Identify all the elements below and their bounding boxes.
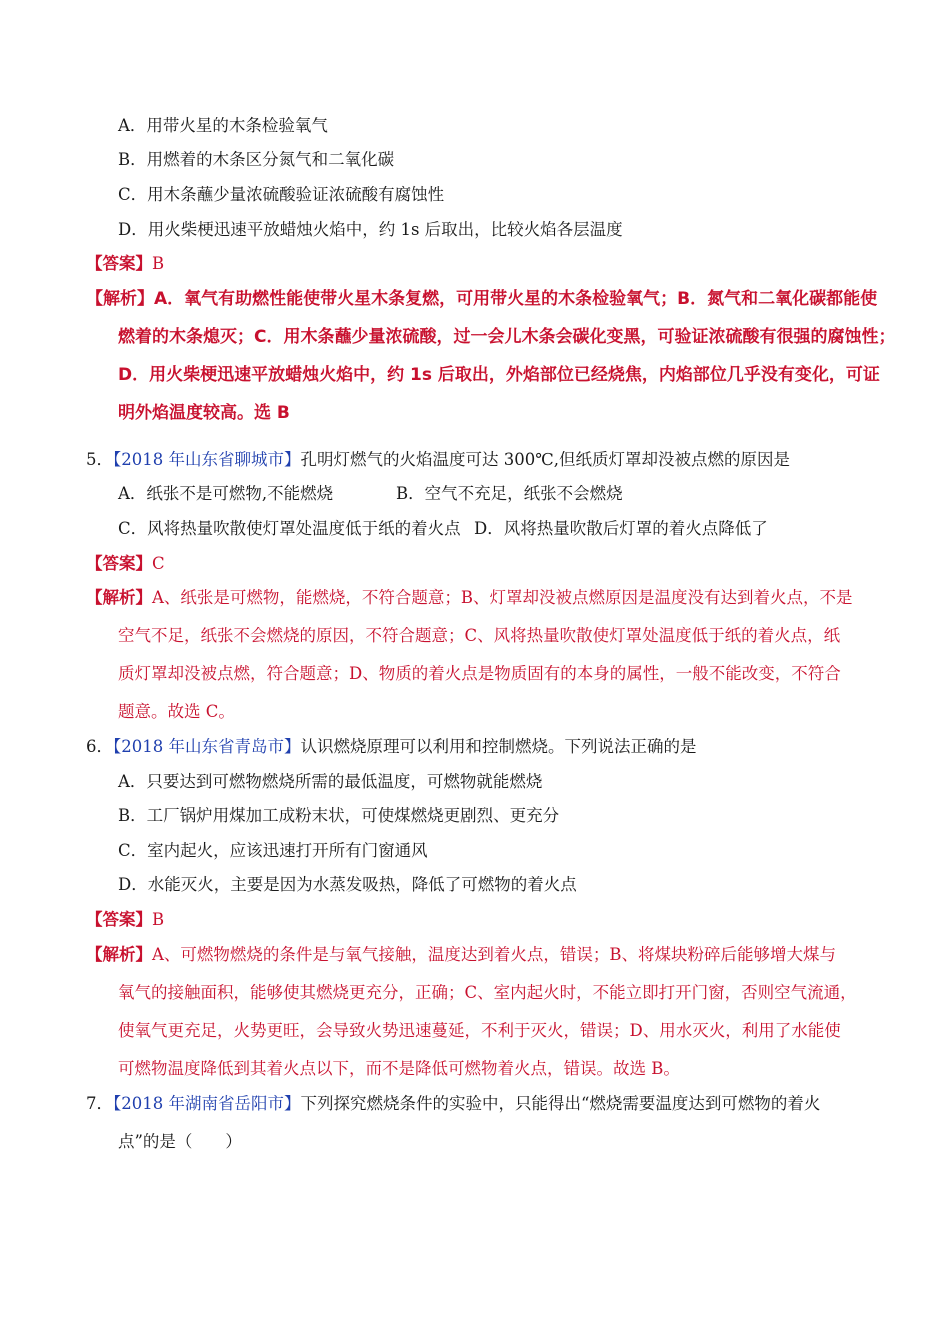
q6-option-a: A．只要达到可燃物燃烧所需的最低温度，可燃物就能燃烧 (118, 772, 543, 791)
question-number: 7． (86, 1094, 113, 1113)
q5-stem (86, 448, 790, 472)
question-source: 【2018 年山东省聊城市】 (113, 450, 301, 469)
question-stem: 下列探究燃烧条件的实验中，只能得出“燃烧需要温度达到可燃物的着火 (300, 1094, 821, 1113)
q4-option-b: B．用燃着的木条区分氮气和二氧化碳 (118, 150, 395, 169)
question-source: 【2018 年山东省青岛市】 (113, 737, 301, 756)
q4-option-c: C．用木条蘸少量浓硫酸验证浓硫酸有腐蚀性 (118, 185, 445, 204)
q6-explanation-line-2: 氧气的接触面积，能够使其燃烧更充分，正确；C、室内起火时，不能立即打开门窗，否则空气流通， (118, 983, 857, 1002)
q4-explanation-line-4: 明外焰温度较高。选 B (118, 403, 290, 423)
q6-option-c: C．室内起火，应该迅速打开所有门窗通风 (118, 841, 428, 860)
q4-answer (86, 252, 164, 276)
q7-stem (86, 1092, 820, 1116)
answer-label: 【答案】 (86, 254, 152, 273)
answer-value: B (152, 254, 165, 273)
q6-explanation-line-1: 【解析】A、可燃物燃烧的条件是与氧气接触，温度达到着火点，错误；B、将煤块粉碎后能够增大煤与 (86, 945, 837, 964)
q4-explanation-line-3: D．用火柴梗迅速平放蜡烛火焰中，约 1s 后取出，外焰部位已经烧焦，内焰部位几乎没有变化，可证 (118, 365, 880, 385)
q6-answer (86, 908, 164, 932)
q5-option-d: D．风将热量吹散后灯罩的着火点降低了 (474, 519, 768, 538)
explanation-label: 【解析】 (86, 289, 154, 309)
question-number: 6． (86, 737, 113, 756)
answer-label: 【答案】 (86, 910, 152, 929)
question-source: 【2018 年湖南省岳阳市】 (113, 1094, 301, 1113)
q5-option-c: C．风将热量吹散使灯罩处温度低于纸的着火点 (118, 519, 461, 538)
question-number: 5． (86, 450, 113, 469)
q5-explanation-line-2: 空气不足，纸张不会燃烧的原因，不符合题意；C、风将热量吹散使灯罩处温度低于纸的着火点，纸 (118, 626, 841, 645)
q6-option-b: B．工厂锅炉用煤加工成粉末状，可使煤燃烧更剧烈、更充分 (118, 806, 560, 825)
question-stem: 孔明灯燃气的火焰温度可达 300℃,但纸质灯罩却没被点燃的原因是 (300, 450, 790, 469)
q5-answer (86, 552, 165, 576)
q6-explanation-line-4: 可燃物温度降低到其着火点以下，而不是降低可燃物着火点，错误。故选 B。 (118, 1059, 680, 1078)
explanation-label: 【解析】 (86, 588, 152, 607)
q6-option-d: D．水能灭火，主要是因为水蒸发吸热，降低了可燃物的着火点 (118, 875, 577, 894)
q5-explanation-line-3: 质灯罩却没被点燃，符合题意；D、物质的着火点是物质固有的本身的属性，一般不能改变，不符合 (118, 664, 841, 683)
answer-label: 【答案】 (86, 554, 152, 573)
explanation-label: 【解析】 (86, 945, 152, 964)
q6-stem (86, 735, 697, 759)
q6-explanation-line-3: 使氧气更充足，火势更旺，会导致火势迅速蔓延，不利于灭火，错误；D、用水灭火，利用了水能使 (118, 1021, 841, 1040)
answer-value: B (152, 910, 165, 929)
q4-explanation-line-1: 【解析】A．氧气有助燃性能使带火星木条复燃，可用带火星的木条检验氧气；B．氮气和二氧化碳都能使 (86, 289, 878, 309)
q5-explanation-line-4: 题意。故选 C。 (118, 702, 235, 721)
q4-option-d: D．用火柴梗迅速平放蜡烛火焰中，约 1s 后取出，比较火焰各层温度 (118, 220, 623, 239)
q4-option-a: A．用带火星的木条检验氧气 (118, 116, 328, 135)
q5-explanation-line-1: 【解析】A、纸张是可燃物，能燃烧，不符合题意；B、灯罩却没被点燃原因是温度没有达到着火点，不是 (86, 588, 853, 607)
q7-stem-line-2: 点”的是（ ） (118, 1132, 242, 1151)
q4-explanation-line-2: 燃着的木条熄灭；C．用木条蘸少量浓硫酸，过一会儿木条会碳化变黑，可验证浓硫酸有很强的腐蚀性； (118, 327, 896, 347)
question-stem: 认识燃烧原理可以利用和控制燃烧。下列说法正确的是 (300, 737, 697, 756)
answer-value: C (152, 554, 165, 573)
q5-option-a: A．纸张不是可燃物,不能燃烧 (118, 484, 334, 503)
q5-option-b: B．空气不充足，纸张不会燃烧 (396, 484, 623, 503)
